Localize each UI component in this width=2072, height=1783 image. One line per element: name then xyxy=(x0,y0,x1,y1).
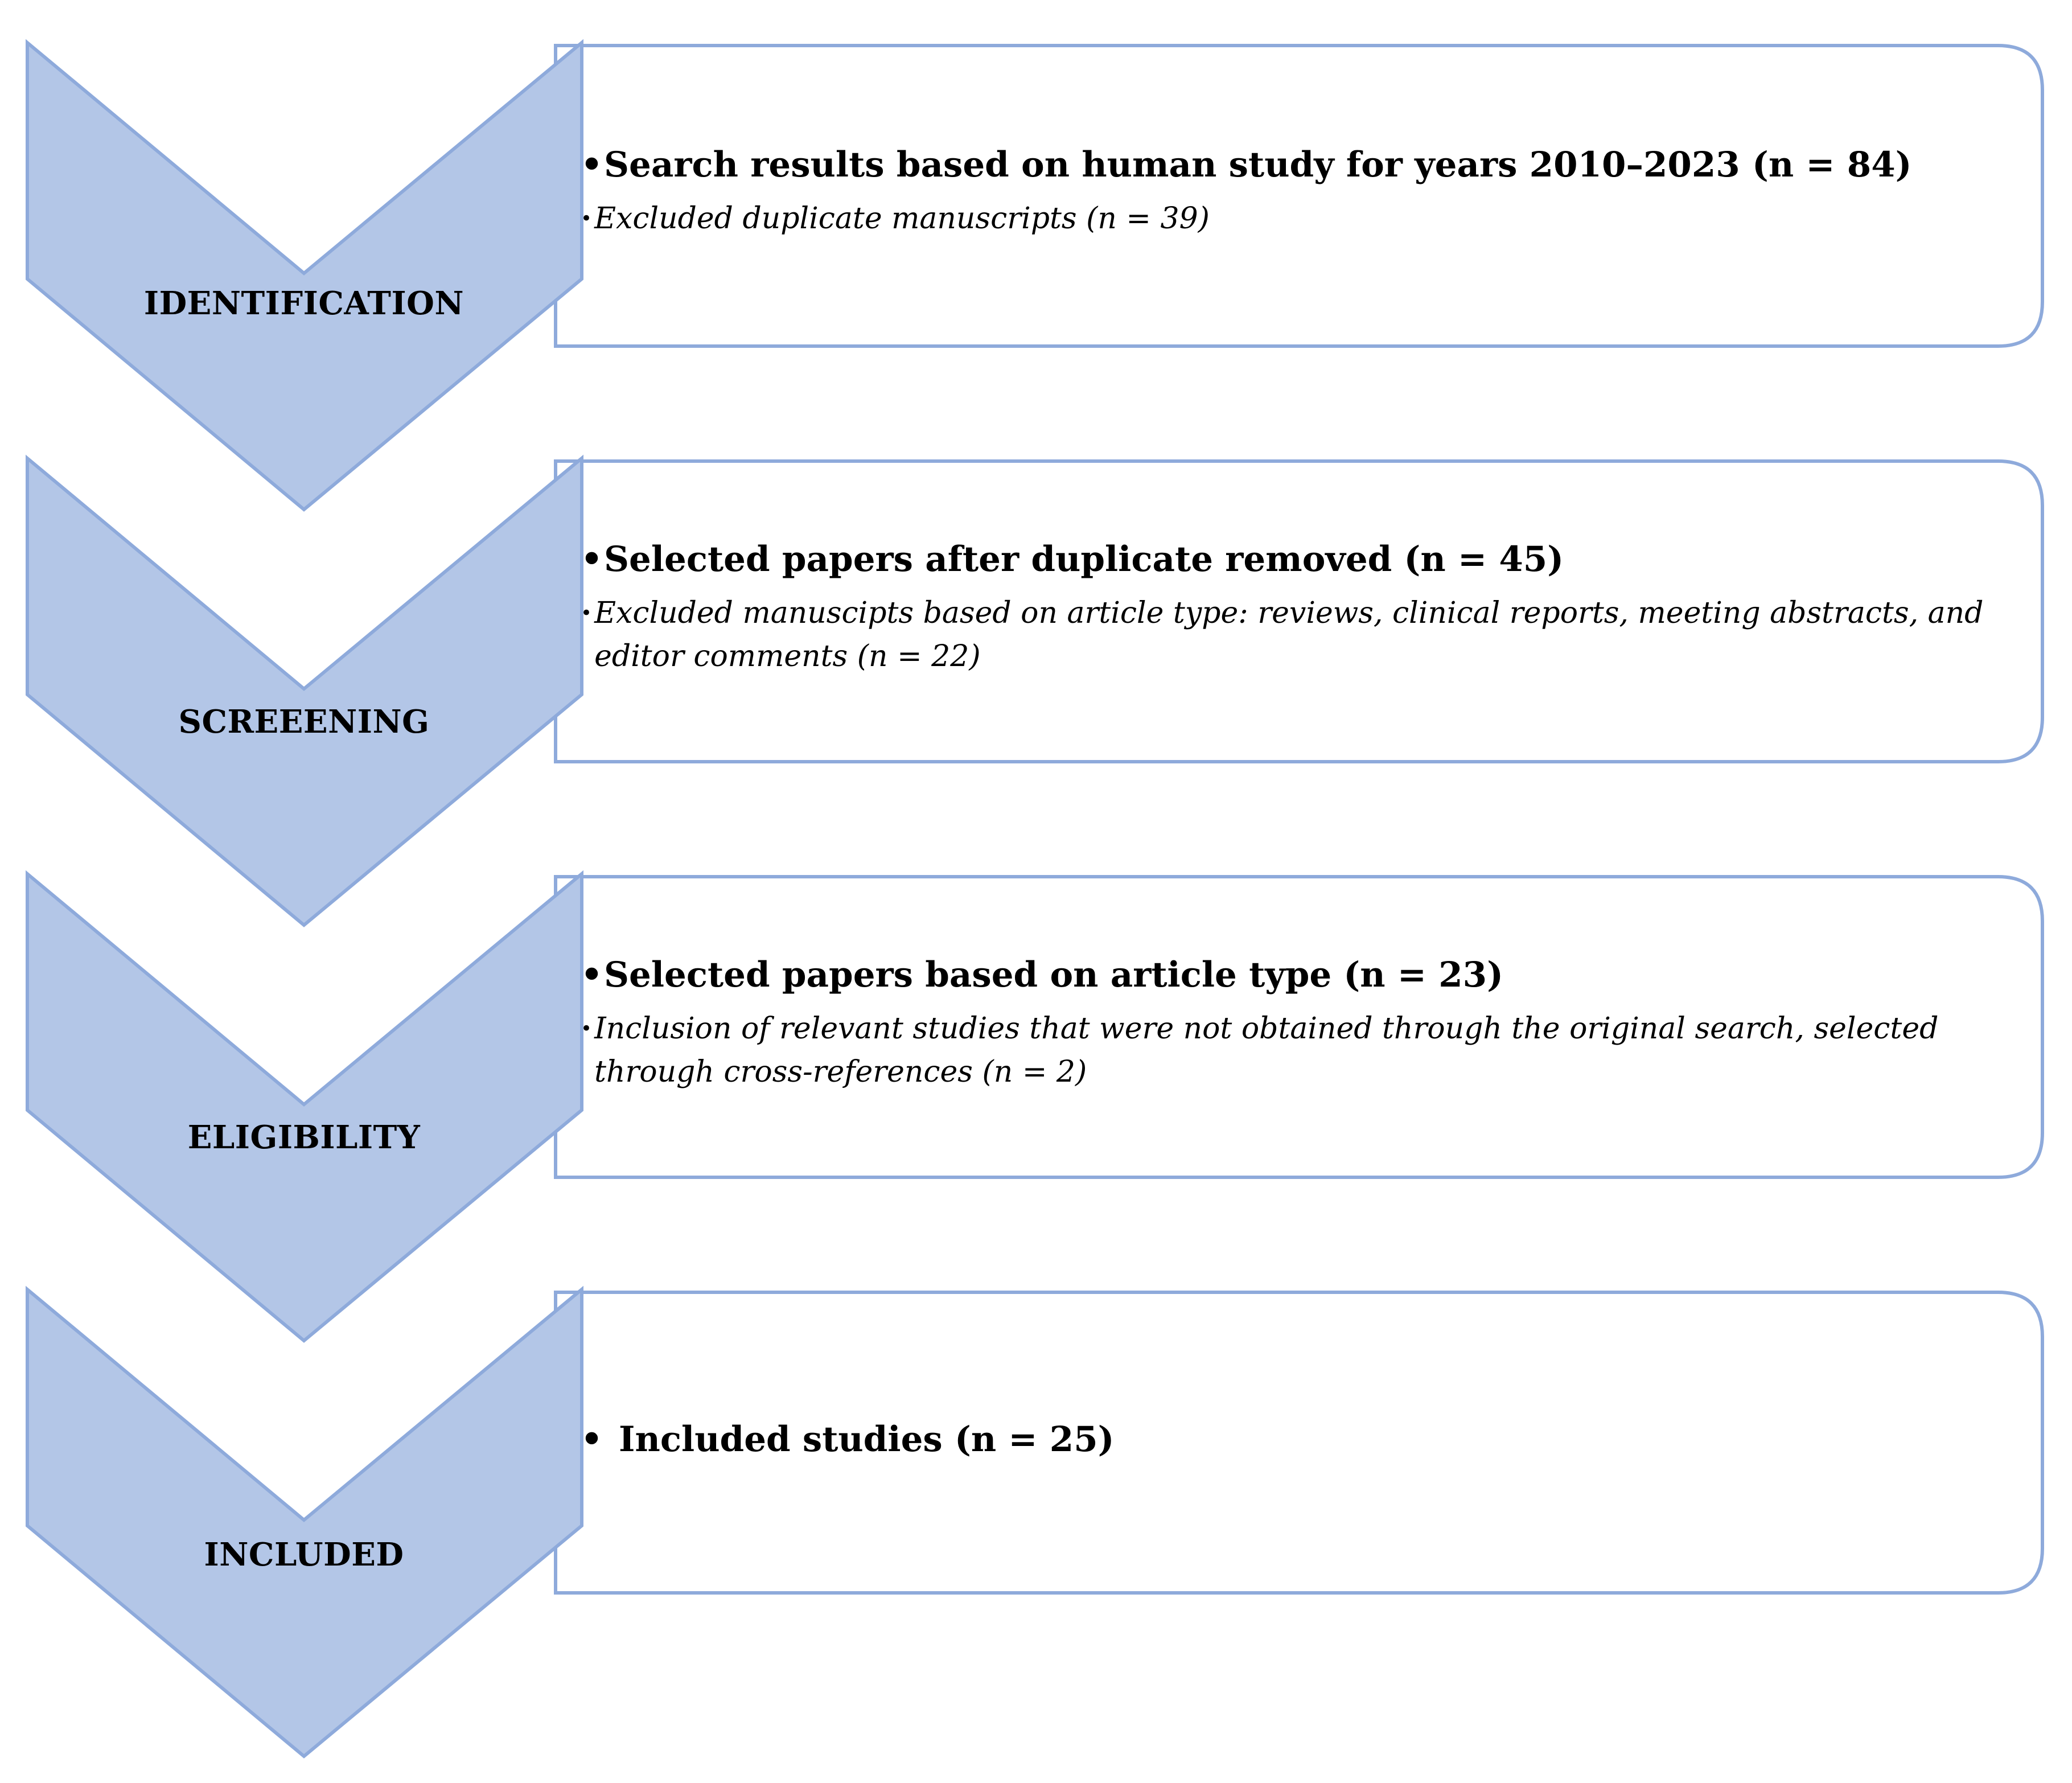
step-2-sub-item xyxy=(581,592,2026,678)
step-1-sub-text: Excluded duplicate manuscripts (n = 39) xyxy=(594,202,1210,236)
bullet-icon: • xyxy=(581,1017,593,1041)
bullet-icon: • xyxy=(581,955,603,995)
step-3-chevron xyxy=(27,874,582,1341)
bullet-icon: • xyxy=(581,145,603,185)
step-1-main-item xyxy=(581,145,2026,185)
step-1-content xyxy=(581,145,2026,241)
bullet-icon: • xyxy=(581,207,593,231)
bullet-icon: • xyxy=(581,602,593,625)
step-4-chevron xyxy=(27,1289,582,1756)
step-2-main-text: Selected papers after duplicate removed (n = 45) xyxy=(604,539,1564,580)
step-3-content xyxy=(581,955,2026,1094)
step-3-sub-text: Inclusion of relevant studies that were not obtained through the original search, selected through cross-references (n = 2) xyxy=(594,1012,1939,1089)
step-2-main-item xyxy=(581,540,2026,580)
step-1-sub-item xyxy=(581,198,2026,240)
stage-label-included: INCLUDED xyxy=(204,1536,404,1574)
step-3-main-text: Selected papers based on article type (n = 23) xyxy=(604,955,1503,995)
stage-label-identification: IDENTIFICATION xyxy=(143,285,464,322)
step-2-chevron xyxy=(27,458,582,925)
bullet-icon: • xyxy=(581,1419,603,1460)
step-3-sub-item xyxy=(581,1008,2026,1094)
step-4-main-text: Included studies (n = 25) xyxy=(619,1419,1115,1460)
step-3-main-item xyxy=(581,955,2026,995)
stage-label-eligibility: ELIGIBILITY xyxy=(187,1119,421,1156)
step-1-chevron xyxy=(27,43,582,510)
bullet-icon: • xyxy=(581,539,603,580)
step-2-sub-text: Excluded manuscipts based on article type: reviews, clinical reports, meeting abstracts, and editor comments (n = 22) xyxy=(594,596,1984,673)
step-2-content xyxy=(581,540,2026,678)
step-4-main-item xyxy=(581,1420,2026,1460)
step-4-content xyxy=(581,1420,2026,1460)
step-1-main-text: Search results based on human study for years 2010–2023 (n = 84) xyxy=(604,145,1912,185)
stage-label-screening: SCREEENING xyxy=(178,703,430,741)
